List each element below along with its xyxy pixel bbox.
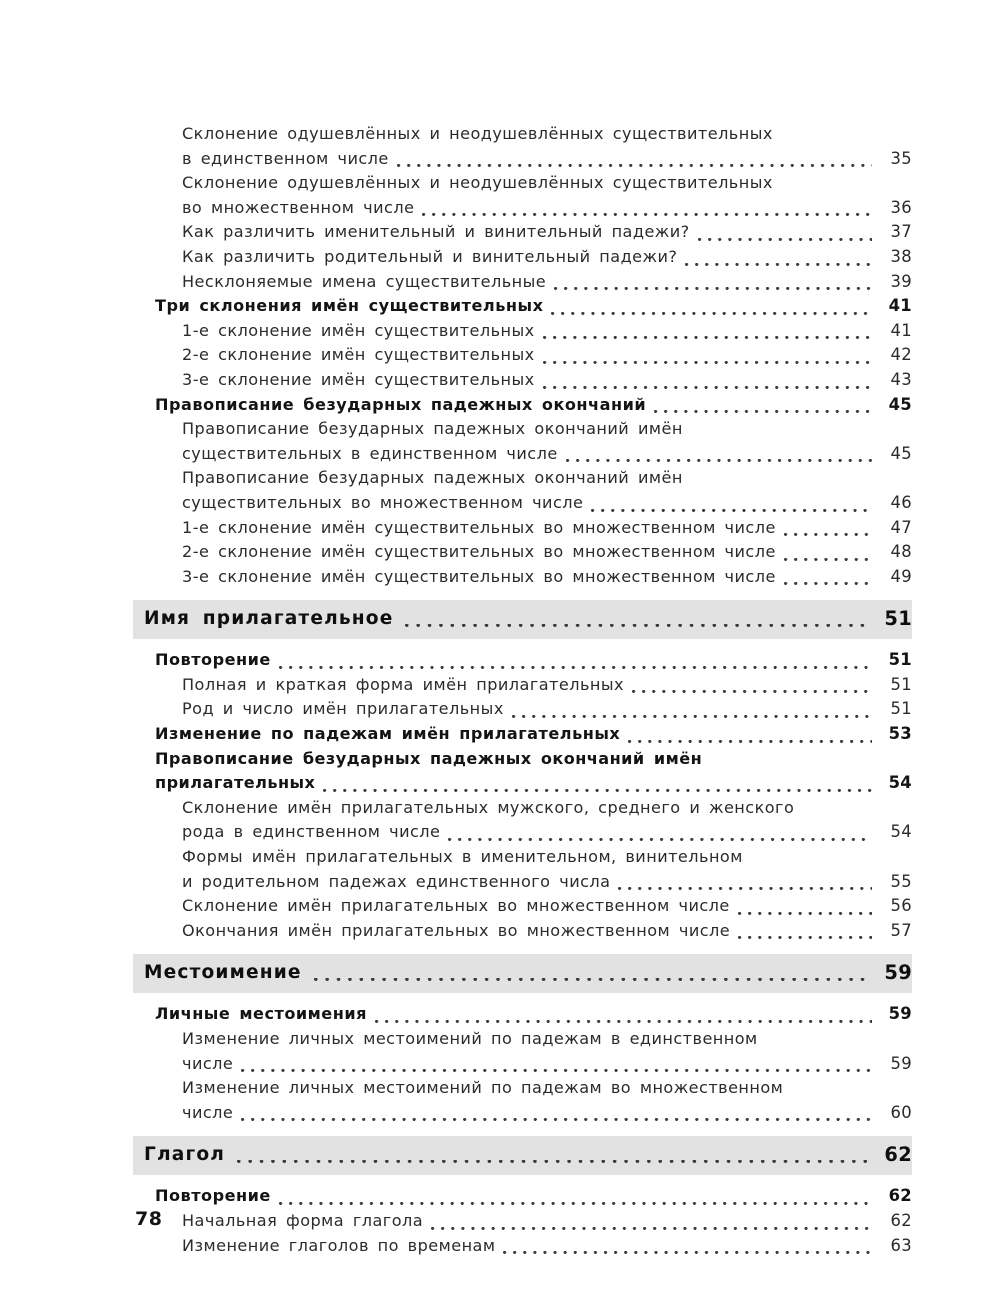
toc-entry[interactable] — [133, 1027, 912, 1076]
toc-entry-page-number: 57 — [890, 920, 912, 940]
toc-entry-page-number: 54 — [888, 773, 912, 793]
toc-entry[interactable] — [133, 1002, 912, 1027]
toc-entry-title: Правописание безударных падежных окончаний имён — [182, 419, 683, 439]
toc-entry[interactable] — [133, 393, 912, 418]
table-of-contents — [133, 122, 912, 1258]
toc-entry-title: существительных во множественном числе — [182, 492, 584, 512]
toc-entry-part[interactable] — [133, 1142, 912, 1168]
toc-entry-title: числе — [182, 1053, 234, 1073]
toc-entry-line — [182, 845, 912, 870]
toc-entry-line — [182, 171, 912, 196]
toc-entry[interactable] — [133, 368, 912, 393]
toc-entry-line — [182, 796, 912, 821]
dot-leader — [323, 789, 872, 792]
toc-entry-title: Правописание безударных падежных окончаний имён — [182, 468, 683, 488]
toc-entry[interactable] — [133, 294, 912, 319]
dot-leader — [241, 1118, 872, 1121]
toc-entry-title: Местоимение — [144, 962, 302, 984]
toc-entry-page-number: 60 — [890, 1102, 912, 1122]
toc-entry[interactable] — [133, 220, 912, 245]
dot-leader — [685, 263, 872, 266]
dot-leader — [543, 336, 872, 339]
toc-entry-title: Три склонения имён существительных — [155, 296, 544, 316]
toc-entry[interactable] — [133, 747, 912, 796]
toc-entry[interactable] — [133, 540, 912, 565]
toc-entry-title: Склонение имён прилагательных мужского, среднего и женского — [182, 797, 795, 817]
toc-entry-page-number: 46 — [890, 492, 912, 512]
toc-entry[interactable] — [133, 466, 912, 515]
dot-leader — [314, 978, 872, 981]
dot-leader — [784, 558, 872, 561]
toc-entry-page-number: 51 — [884, 607, 912, 631]
toc-entry-title: 1-е склонение имён существительных — [182, 320, 535, 340]
toc-entry-page-number: 59 — [884, 961, 912, 985]
toc-entry-title: Несклоняемые имена существительные — [182, 271, 547, 291]
toc-entry-title: Полная и краткая форма имён прилагательных — [182, 674, 624, 694]
dot-leader — [405, 624, 872, 627]
dot-leader — [431, 1227, 872, 1230]
toc-entry-line — [182, 820, 912, 845]
toc-entry-title: в единственном числе — [182, 148, 389, 168]
toc-entry-page-number: 48 — [890, 542, 912, 562]
toc-entry-title: Как различить именительный и винительный падежи? — [182, 222, 690, 242]
toc-entry-page-number: 49 — [890, 566, 912, 586]
toc-entry[interactable] — [133, 648, 912, 673]
toc-entry-title: Повторение — [155, 1186, 271, 1206]
toc-entry-line — [182, 491, 912, 516]
toc-entry-title: Глагол — [144, 1144, 226, 1166]
toc-entry-page-number: 59 — [888, 1004, 912, 1024]
toc-entry-page-number: 62 — [884, 1143, 912, 1167]
toc-entry-page-number: 59 — [890, 1053, 912, 1073]
toc-entry-page-number: 42 — [890, 345, 912, 365]
toc-entry[interactable] — [133, 697, 912, 722]
toc-entry-line — [182, 122, 912, 147]
dot-leader — [591, 509, 872, 512]
toc-entry[interactable] — [133, 565, 912, 590]
toc-entry-line — [182, 196, 912, 221]
toc-entry-title: Формы имён прилагательных в именительном, винительном — [182, 847, 743, 867]
toc-entry-line — [155, 771, 912, 796]
toc-entry-title: и родительном падежах единственного числа — [182, 871, 611, 891]
toc-entry-line — [182, 1027, 912, 1052]
toc-entry[interactable] — [133, 1209, 912, 1234]
toc-entry-title: во множественном числе — [182, 197, 415, 217]
toc-entry-page-number: 43 — [890, 369, 912, 389]
toc-entry-page-number: 39 — [890, 271, 912, 291]
toc-entry-title: рода в единственном числе — [182, 822, 441, 842]
toc-entry[interactable] — [133, 270, 912, 295]
toc-entry-line — [182, 1052, 912, 1077]
toc-entry-page-number: 51 — [890, 699, 912, 719]
toc-entry[interactable] — [133, 894, 912, 919]
toc-entry-page-number: 47 — [890, 517, 912, 537]
toc-entry-page-number: 41 — [888, 296, 912, 316]
dot-leader — [632, 690, 872, 693]
dot-leader — [698, 238, 872, 241]
toc-entry[interactable] — [133, 516, 912, 541]
toc-entry-title: Повторение — [155, 650, 271, 670]
toc-entry-line — [182, 1076, 912, 1101]
toc-entry-title: Начальная форма глагола — [182, 1210, 424, 1230]
toc-entry-page-number: 51 — [890, 674, 912, 694]
toc-entry-title: Имя прилагательное — [144, 608, 394, 630]
toc-entry-page-number: 62 — [888, 1186, 912, 1206]
toc-entry-title: прилагательных — [155, 773, 316, 793]
dot-leader — [543, 386, 872, 389]
toc-entry-title: Склонение одушевлённых и неодушевлённых существительных — [182, 124, 773, 143]
toc-entry-page-number: 36 — [890, 197, 912, 217]
dot-leader — [654, 410, 872, 413]
dot-leader — [512, 715, 872, 718]
toc-entry-page-number: 62 — [890, 1210, 912, 1230]
toc-entry-title: существительных в единственном числе — [182, 443, 558, 463]
dot-leader — [738, 912, 872, 915]
dot-leader — [422, 213, 872, 216]
toc-entry-title: 2-е склонение имён существительных во множественном числе — [182, 542, 776, 562]
dot-leader — [784, 582, 872, 585]
toc-entry[interactable] — [133, 673, 912, 698]
toc-entry-title: Личные местоимения — [155, 1004, 367, 1024]
toc-entry[interactable] — [133, 1234, 912, 1259]
dot-leader — [554, 287, 872, 290]
toc-entry-title: 3-е склонение имён существительных во множественном числе — [182, 566, 776, 586]
toc-entry-title: Правописание безударных падежных окончаний — [155, 394, 647, 414]
toc-entry-page-number: 45 — [888, 394, 912, 414]
toc-entry-title: Склонение одушевлённых и неодушевлённых существительных — [182, 173, 773, 193]
toc-entry-title: Как различить родительный и винительный падежи? — [182, 246, 678, 266]
toc-entry-page-number: 56 — [890, 896, 912, 916]
toc-entry-page-number: 51 — [888, 650, 912, 670]
toc-entry-page-number: 35 — [890, 148, 912, 168]
toc-entry-page-number: 53 — [888, 724, 912, 744]
toc-entry-page-number: 41 — [890, 320, 912, 340]
toc-entry[interactable] — [133, 1184, 912, 1209]
toc-entry[interactable] — [133, 845, 912, 894]
toc-entry-title: числе — [182, 1102, 234, 1122]
toc-entry-page-number: 37 — [890, 222, 912, 242]
dot-leader — [279, 1202, 872, 1205]
toc-entry-title: 1-е склонение имён существительных во множественном числе — [182, 517, 776, 537]
dot-leader — [448, 838, 872, 841]
toc-entry-title: Род и число имён прилагательных — [182, 699, 504, 719]
toc-entry[interactable] — [133, 343, 912, 368]
part-heading-band[interactable] — [133, 1136, 912, 1175]
toc-entry-part[interactable] — [133, 960, 912, 986]
toc-entry[interactable] — [133, 122, 912, 171]
toc-entry[interactable] — [133, 245, 912, 270]
toc-entry-line — [182, 1101, 912, 1126]
dot-leader — [503, 1251, 872, 1254]
dot-leader — [397, 164, 872, 167]
toc-entry-title: 2-е склонение имён существительных — [182, 345, 535, 365]
toc-entry-title: 3-е склонение имён существительных — [182, 369, 535, 389]
toc-entry-title: Изменение глаголов по временам — [182, 1235, 496, 1255]
toc-entry[interactable] — [133, 796, 912, 845]
part-heading-band[interactable] — [133, 954, 912, 993]
toc-entry-line — [182, 466, 912, 491]
dot-leader — [566, 459, 872, 462]
part-heading-band[interactable] — [133, 600, 912, 639]
toc-entry-title: Правописание безударных падежных окончаний имён — [155, 748, 703, 768]
dot-leader — [375, 1020, 872, 1023]
toc-entry-part[interactable] — [133, 606, 912, 632]
dot-leader — [237, 1160, 872, 1163]
toc-entry-line — [182, 442, 912, 467]
toc-entry-line — [182, 870, 912, 895]
toc-entry[interactable] — [133, 171, 912, 220]
toc-entry[interactable] — [133, 722, 912, 747]
page-folio: 78 — [135, 1208, 163, 1230]
toc-entry-title: Изменение личных местоимений по падежам в единственном — [182, 1029, 758, 1048]
dot-leader — [784, 533, 872, 536]
toc-entry-page-number: 38 — [890, 246, 912, 266]
dot-leader — [551, 312, 872, 315]
dot-leader — [241, 1069, 872, 1072]
dot-leader — [543, 361, 872, 364]
dot-leader — [738, 936, 872, 939]
toc-entry-line — [182, 417, 912, 442]
toc-entry-line — [182, 147, 912, 172]
toc-entry-title: Склонение имён прилагательных во множественном числе — [182, 896, 730, 916]
dot-leader — [628, 740, 872, 743]
toc-entry-title: Изменение личных местоимений по падежам во множественном — [182, 1078, 784, 1098]
toc-entry[interactable] — [133, 319, 912, 344]
toc-entry-page-number: 63 — [890, 1235, 912, 1255]
toc-entry-page-number: 54 — [890, 822, 912, 842]
toc-entry[interactable] — [133, 919, 912, 944]
toc-entry[interactable] — [133, 1076, 912, 1125]
dot-leader — [279, 666, 872, 669]
toc-entry-title: Изменение по падежам имён прилагательных — [155, 724, 621, 744]
toc-entry-title: Окончания имён прилагательных во множественном числе — [182, 920, 731, 940]
toc-entry-page-number: 55 — [890, 871, 912, 891]
toc-entry-page-number: 45 — [890, 443, 912, 463]
toc-entry-line — [155, 747, 912, 772]
toc-entry[interactable] — [133, 417, 912, 466]
dot-leader — [618, 887, 872, 890]
